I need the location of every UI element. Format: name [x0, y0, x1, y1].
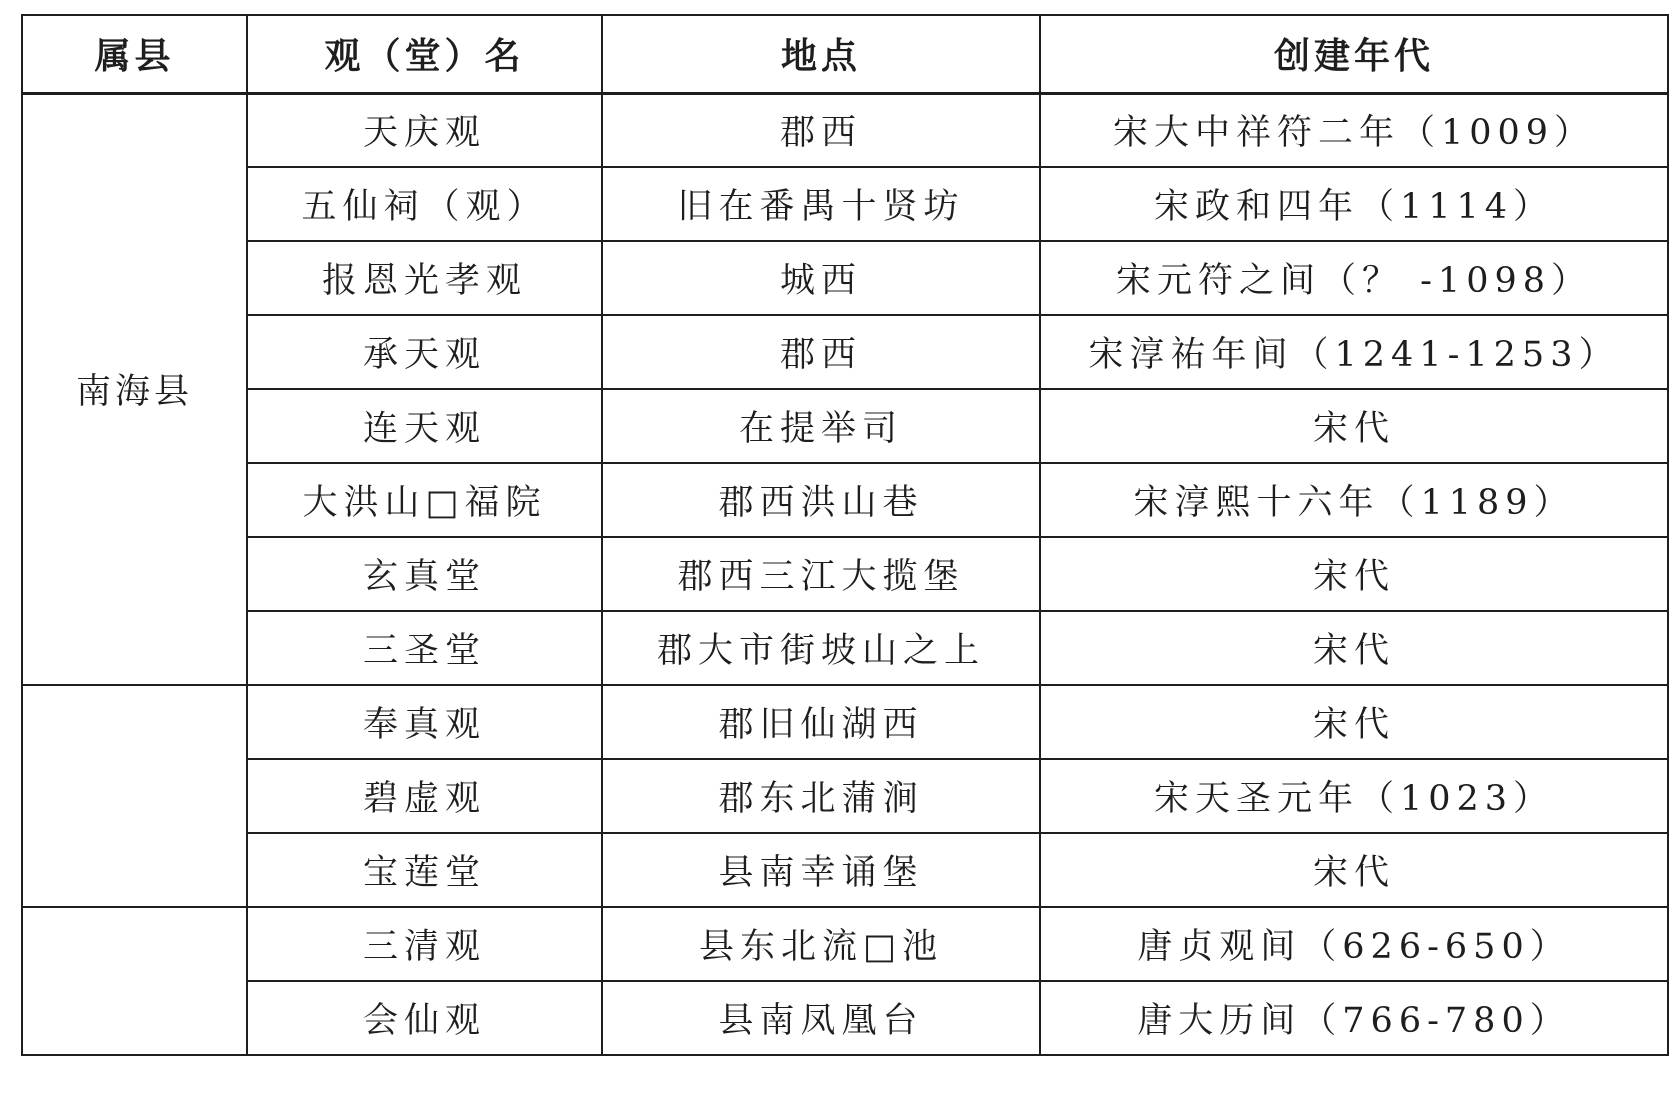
location-cell: 郡大市街坡山之上	[602, 611, 1040, 685]
era-cell: 宋天圣元年（1023）	[1040, 759, 1668, 833]
temples-table-container	[21, 14, 1667, 1056]
location-cell: 郡西	[602, 315, 1040, 389]
location-cell: 郡西三江大揽堡	[602, 537, 1040, 611]
location-cell: 县南幸诵堡	[602, 833, 1040, 907]
era-cell: 宋大中祥符二年（1009）	[1040, 93, 1668, 167]
temple-name-cell: 大洪山□福院	[247, 463, 602, 537]
table-row	[22, 93, 1668, 167]
temple-name-cell: 天庆观	[247, 93, 602, 167]
table-row	[22, 463, 1668, 537]
location-cell: 县南凤凰台	[602, 981, 1040, 1055]
era-cell: 唐贞观间（626-650）	[1040, 907, 1668, 981]
era-cell: 宋政和四年（1114）	[1040, 167, 1668, 241]
temple-name-cell: 承天观	[247, 315, 602, 389]
location-cell: 郡西	[602, 93, 1040, 167]
table-row	[22, 241, 1668, 315]
temple-name-cell: 三圣堂	[247, 611, 602, 685]
header-row	[22, 15, 1668, 93]
temples-table	[21, 14, 1669, 1056]
table-row	[22, 907, 1668, 981]
temple-name-cell: 报恩光孝观	[247, 241, 602, 315]
temple-name-cell: 连天观	[247, 389, 602, 463]
era-cell: 宋代	[1040, 685, 1668, 759]
era-cell: 宋代	[1040, 389, 1668, 463]
era-cell: 宋淳祐年间（1241-1253）	[1040, 315, 1668, 389]
era-cell: 唐大历间（766-780）	[1040, 981, 1668, 1055]
temple-name-cell: 宝莲堂	[247, 833, 602, 907]
location-cell: 县东北流□池	[602, 907, 1040, 981]
header-founding-era: 创建年代	[1040, 15, 1668, 93]
temple-name-cell: 玄真堂	[247, 537, 602, 611]
temple-name-cell: 五仙祠（观）	[247, 167, 602, 241]
temple-name-cell: 三清观	[247, 907, 602, 981]
header-location: 地点	[602, 15, 1040, 93]
era-cell: 宋元符之间（？ -1098）	[1040, 241, 1668, 315]
location-cell: 城西	[602, 241, 1040, 315]
table-row	[22, 167, 1668, 241]
table-row	[22, 537, 1668, 611]
temple-name-cell: 会仙观	[247, 981, 602, 1055]
location-cell: 在提举司	[602, 389, 1040, 463]
era-cell: 宋淳熙十六年（1189）	[1040, 463, 1668, 537]
county-cell: 南海县	[22, 93, 247, 685]
table-row	[22, 315, 1668, 389]
temple-name-cell: 奉真观	[247, 685, 602, 759]
table-row	[22, 685, 1668, 759]
county-cell	[22, 685, 247, 907]
county-cell	[22, 907, 247, 1055]
location-cell: 郡旧仙湖西	[602, 685, 1040, 759]
location-cell: 旧在番禺十贤坊	[602, 167, 1040, 241]
table-row	[22, 389, 1668, 463]
era-cell: 宋代	[1040, 537, 1668, 611]
temple-name-cell: 碧虚观	[247, 759, 602, 833]
table-row	[22, 981, 1668, 1055]
era-cell: 宋代	[1040, 611, 1668, 685]
header-county: 属县	[22, 15, 247, 93]
location-cell: 郡西洪山巷	[602, 463, 1040, 537]
header-temple-name: 观（堂）名	[247, 15, 602, 93]
table-row	[22, 759, 1668, 833]
location-cell: 郡东北蒲涧	[602, 759, 1040, 833]
table-row	[22, 611, 1668, 685]
table-row	[22, 833, 1668, 907]
era-cell: 宋代	[1040, 833, 1668, 907]
